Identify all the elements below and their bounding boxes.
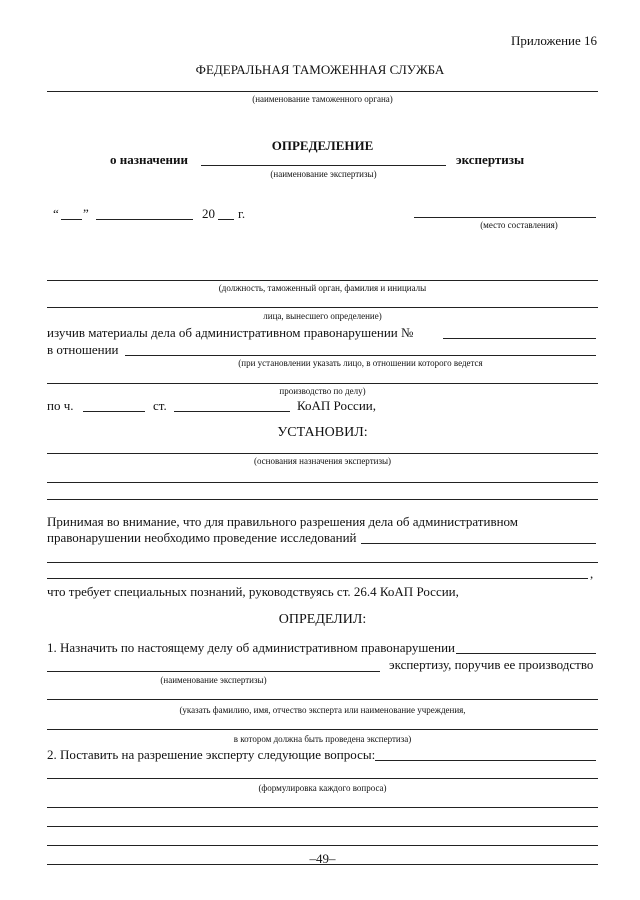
hint-grounds: (основания назначения экспертизы)	[253, 456, 392, 466]
hint-official-2: лица, вынесшего определение)	[263, 311, 382, 321]
item1-cont: экспертизу, поручив ее производство	[389, 657, 594, 672]
grounds-line-1[interactable]	[47, 453, 598, 454]
hint-expertise-name: (наименование экспертизы)	[270, 169, 377, 179]
considering-line-2: правонарушении необходимо проведение исследований	[47, 530, 357, 545]
studied-text: изучив материалы дела об административном правонарушении №	[47, 325, 414, 340]
hint-customs: (наименование таможенного органа)	[252, 94, 393, 104]
article-line[interactable]	[174, 411, 290, 412]
expert-line-1[interactable]	[47, 699, 598, 700]
footer-line	[47, 864, 598, 865]
hint-person-2: производство по делу)	[279, 386, 366, 396]
official-line-2[interactable]	[47, 307, 598, 308]
part-line[interactable]	[83, 411, 145, 412]
grounds-line-3[interactable]	[47, 499, 598, 500]
hint-questions: (формулировка каждого вопроса)	[258, 783, 387, 793]
research-line-3[interactable]	[47, 578, 588, 579]
date-close-quote: ”	[83, 206, 89, 221]
appendix-label: Приложение 16	[511, 33, 598, 48]
expertise-name-line[interactable]	[201, 165, 446, 166]
research-line-2[interactable]	[47, 562, 598, 563]
koap-label: КоАП России,	[297, 398, 376, 413]
question-line-1[interactable]	[375, 760, 596, 761]
question-line-3[interactable]	[47, 807, 598, 808]
question-line-2[interactable]	[47, 778, 598, 779]
customs-organ-line[interactable]	[47, 91, 598, 92]
person-line[interactable]	[125, 355, 596, 356]
research-comma: ,	[590, 566, 594, 581]
determined-heading: ОПРЕДЕЛИЛ:	[278, 612, 367, 627]
hint-expertise-name-2: (наименование экспертизы)	[160, 675, 267, 685]
research-line-1[interactable]	[361, 543, 596, 544]
grounds-line-2[interactable]	[47, 482, 598, 483]
document-title: ОПРЕДЕЛЕНИЕ	[271, 138, 374, 153]
hint-expert-1: (указать фамилию, имя, отчество эксперта или наименование учреждения,	[179, 705, 466, 715]
about-label: о назначении	[110, 152, 189, 167]
hint-expert-2: в котором должна быть проведена экспертиза)	[233, 734, 412, 744]
hint-person-1: (при установлении указать лицо, в отношении которого ведется	[238, 358, 483, 368]
date-open-quote: “	[53, 206, 59, 221]
established-heading: УСТАНОВИЛ:	[277, 425, 368, 440]
question-line-4[interactable]	[47, 826, 598, 827]
question-line-5[interactable]	[47, 845, 598, 846]
item1-text: 1. Назначить по настоящему делу об административном правонарушении	[47, 640, 456, 655]
case-number-line[interactable]	[443, 338, 596, 339]
hint-official-1: (должность, таможенный орган, фамилия и инициалы	[218, 283, 427, 293]
person-line-2[interactable]	[47, 383, 598, 384]
regarding-label: в отношении	[47, 342, 119, 357]
place-line[interactable]	[414, 217, 596, 218]
part-label: по ч.	[47, 398, 74, 413]
hint-place: (место составления)	[480, 220, 558, 230]
expert-line-2[interactable]	[47, 729, 598, 730]
day-line[interactable]	[61, 219, 82, 220]
official-line-1[interactable]	[47, 280, 598, 281]
considering-line-1: Принимая во внимание, что для правильного разрешения дела об административном	[47, 514, 519, 529]
item1-line-1[interactable]	[456, 653, 596, 654]
year-line[interactable]	[218, 219, 234, 220]
expertise-word: экспертизы	[456, 152, 525, 167]
agency-name: ФЕДЕРАЛЬНАЯ ТАМОЖЕННАЯ СЛУЖБА	[195, 62, 445, 77]
year-suffix: г.	[238, 206, 246, 221]
year-prefix: 20	[202, 206, 215, 221]
month-line[interactable]	[96, 219, 193, 220]
article-label: ст.	[153, 398, 167, 413]
page-number: –49–	[309, 851, 336, 866]
item1-expertise-line[interactable]	[47, 671, 380, 672]
requires-text: что требует специальных познаний, руководствуясь ст. 26.4 КоАП России,	[47, 584, 459, 599]
item2-text: 2. Поставить на разрешение эксперту следующие вопросы:	[47, 747, 376, 762]
